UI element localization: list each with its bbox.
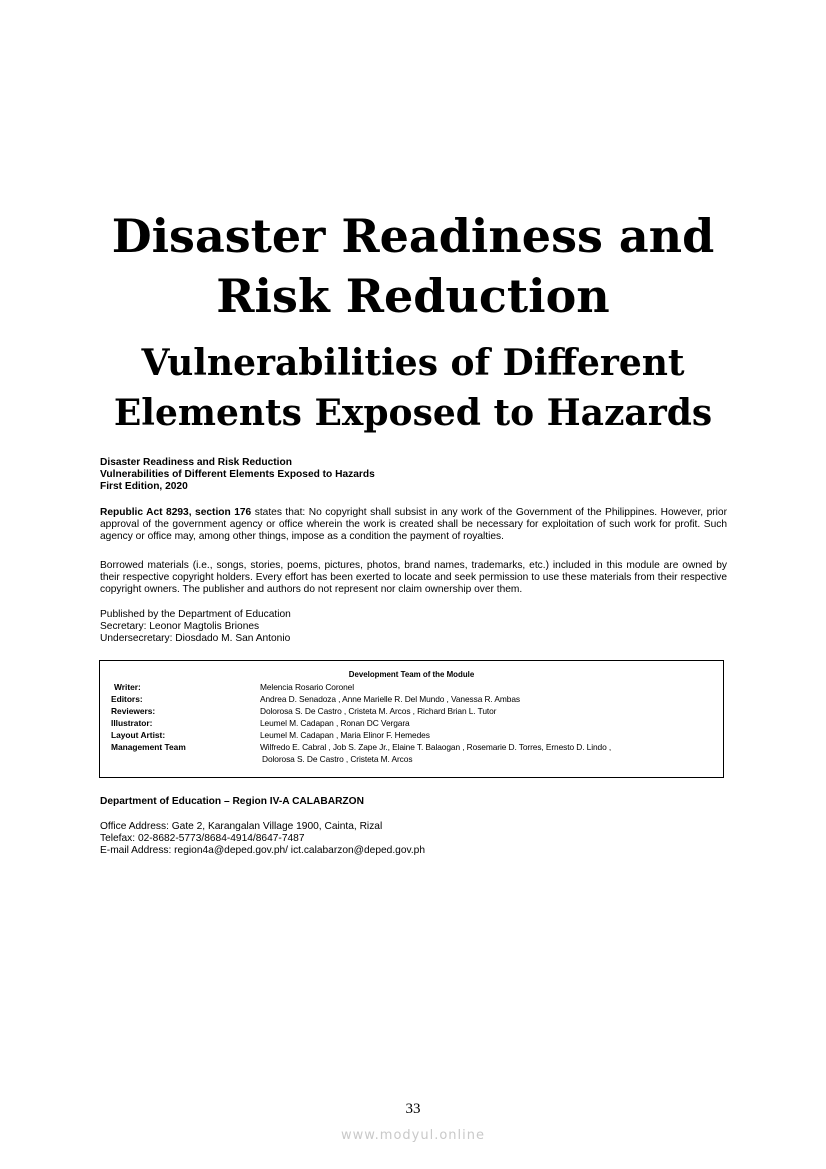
watermark: www.modyul.online [340,1128,486,1143]
team-row [100,717,723,729]
edition-year: First Edition, 2020 [100,481,188,493]
copyright-notice [100,507,727,544]
team-row [100,741,723,753]
team-names: Andrea D. Senadoza , Anne Marielle R. Del Mundo , Vanessa R. Ambas [260,694,520,704]
team-row [100,681,723,693]
page-number: 33 [405,1101,421,1117]
team-role: Reviewers: [111,706,156,716]
email-address: E-mail Address: region4a@deped.gov.ph/ ict.calabarzon@deped.gov.ph [100,845,425,857]
office-address: Office Address: Gate 2, Karangalan Village 1900, Cainta, Rizal [100,821,383,832]
team-role: Illustrator: [111,718,153,728]
department-name: Department of Education – Region IV-A CALABARZON [100,796,364,807]
team-row [100,705,723,717]
borrowed-materials-notice: Borrowed materials (i.e., songs, stories, poems, pictures, photos, brand names, trademarks, etc.) included in this module are owned by their respective copyright holders. Every effort has been exerted to locate and seek permission to use these materials from their respective copyright owners. The publisher and authors do not represent nor claim ownership over them. [100,560,727,596]
team-names: Leumel M. Cadapan , Maria Elinor F. Hemedes [260,730,430,740]
undersecretary-line: Undersecretary: Diosdado M. San Antonio [100,633,291,645]
secretary-line: Secretary: Leonor Magtolis Briones [100,621,260,633]
main-title [0,206,826,326]
team-role: Layout Artist: [111,730,166,740]
team-row [100,693,723,705]
edition-module: Vulnerabilities of Different Elements Exposed to Hazards [100,469,375,481]
development-team-box [99,660,724,778]
team-row [100,729,723,741]
team-names: Dolorosa S. De Castro , Cristeta M. Arcos [262,754,413,764]
main-title-line-1: Disaster Readiness and [111,209,715,263]
team-names: Dolorosa S. De Castro , Cristeta M. Arcos , Richard Brian L. Tutor [260,706,497,716]
copyright-text: states that: No copyright shall subsist in any work of the Government of the Philippines. However, prior approval of the government agency or office wherein the work is created shall be necessary for exploitation of such work for profit. Such agency or office may, among other things, impose as a condition the payment of royalties. [100,507,727,543]
subtitle-line-2: Elements Exposed to Hazards [113,392,713,434]
team-role: Editors: [111,694,143,704]
team-role: Writer: [114,682,141,692]
main-title-line-2: Risk Reduction [216,269,610,323]
edition-info [100,457,727,494]
team-names: Leumel M. Cadapan , Ronan DC Vergara [260,718,410,728]
team-names: Wilfredo E. Cabral , Job S. Zape Jr., Elaine T. Balaogan , Rosemarie D. Torres, Ernesto D. Lindo , [260,742,612,752]
team-role: Management Team [111,742,186,752]
department-contact [100,821,727,858]
publisher-info [100,609,727,646]
subtitle-line-1: Vulnerabilities of Different [141,342,685,384]
team-row [100,753,723,765]
publisher-line: Published by the Department of Education [100,609,291,620]
copyright-act: Republic Act 8293, section 176 [100,507,252,518]
telefax: Telefax: 02-8682-5773/8684-4914/8647-7487 [100,833,305,845]
subtitle [0,338,826,438]
development-team-heading: Development Team of the Module [348,669,475,679]
edition-course: Disaster Readiness and Risk Reduction [100,457,292,468]
team-names: Melencia Rosario Coronel [260,682,354,692]
